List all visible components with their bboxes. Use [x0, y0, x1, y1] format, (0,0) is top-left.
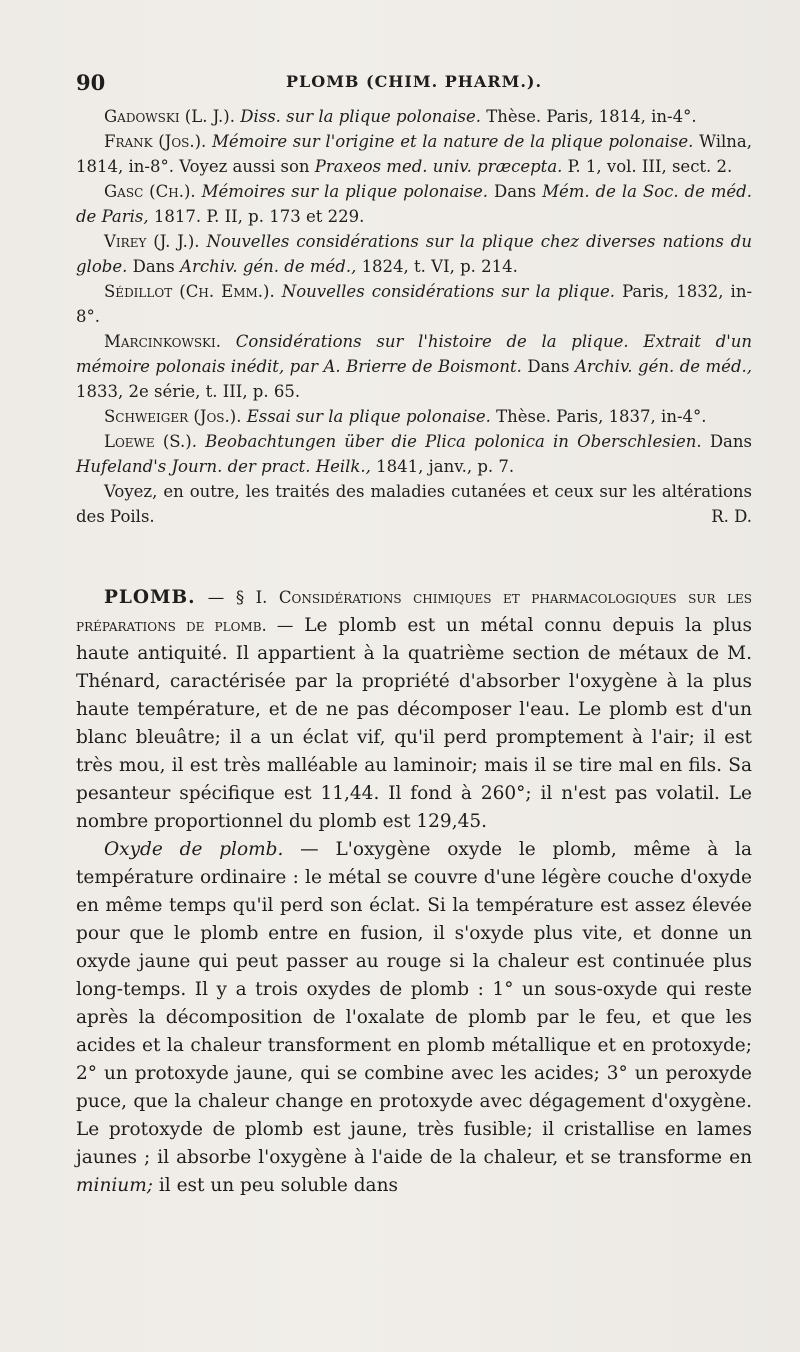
bibliography [76, 104, 752, 529]
bibliography-entry: Loewe (S.). Beobachtungen über die Plica polonica in Oberschlesien. Dans Hufeland's Journ. der pract. Heilk., 1841, janv., p. 7. [76, 432, 752, 476]
article-paragraph: Oxyde de plomb. — L'oxygène oxyde le plomb, même à la température ordinaire : le métal se couvre d'une légère couche d'oxyde en même temps qu'il perd son éclat. Si la température est assez élevée pour que le plomb entre en fusion, il s'oxyde plus vite, et donne un oxyde jaune qui peut passer au rouge si la chaleur est continuée plus long-temps. Il y a trois oxydes de plomb : 1° un sous-oxyde qui reste après la décomposition de l'oxalate de plomb par le feu, et que les acides et la chaleur transforment en plomb métallique et en protoxyde; 2° un protoxyde jaune, qui se combine avec les acides; 3° un peroxyde puce, que la chaleur change en protoxyde avec dégagement d'oxygène. Le protoxyde de plomb est jaune, très fusible; il cristallise en lames jaunes ; il absorbe l'oxygène à l'aide de la chaleur, et se transforme en minium; il est un peu soluble dans [76, 839, 753, 1196]
headword: PLOMB. [104, 587, 196, 608]
page-header [76, 70, 752, 100]
page-number: 90 [76, 70, 106, 95]
article-plomb [76, 584, 752, 1200]
running-head: PLOMB (CHIM. PHARM.). [285, 72, 543, 91]
closing-note: Voyez, en outre, les traités des maladies cutanées et ceux sur les altérations des Poils. R. D. [76, 479, 752, 529]
bibliography-entry: Schweiger (Jos.). Essai sur la plique polonaise. Thèse. Paris, 1837, in-4°. [104, 407, 707, 426]
bibliography-entry: Gadowski (L. J.). Diss. sur la plique polonaise. Thèse. Paris, 1814, in-4°. [104, 107, 697, 126]
article-paragraph: PLOMB. — § I. Considérations chimiques et pharmacologiques sur les préparations de plomb. — Le plomb est un métal connu depuis la plus haute antiquité. Il appartient à la quatrième section de métaux de M. Thénard, caractérisée par la propriété d'absorber l'oxygène à la plus haute température, et de ne pas décomposer l'eau. Le plomb est d'un blanc bleuâtre; il a un éclat vif, qu'il perd promptement à l'air; il est très mou, il est très malléable au laminoir; mais il se tire mal en fils. Sa pesanteur spécifique est 11,44. Il fond à 260°; il n'est pas volatil. Le nombre proportionnel du plomb est 129,45. [76, 587, 752, 832]
bibliography-entry: Marcinkowski. Considérations sur l'histoire de la plique. Extrait d'un mémoire polonais inédit, par A. Brierre de Boismont. Dans Archiv. gén. de méd., 1833, 2e série, t. III, p. 65. [76, 332, 752, 401]
bibliography-entry: Virey (J. J.). Nouvelles considérations sur la plique chez diverses nations du globe. Dans Archiv. gén. de méd., 1824, t. VI, p. 214. [76, 232, 752, 276]
bibliography-entry: Sédillot (Ch. Emm.). Nouvelles considérations sur la plique. Paris, 1832, in-8°. [76, 282, 753, 326]
author-signature: R. D. [711, 507, 752, 526]
section-heading: — § I. Considérations chimiques et pharmacologiques sur les préparations de plomb. — [76, 588, 752, 635]
bibliography-entry: Frank (Jos.). Mémoire sur l'origine et la nature de la plique polonaise. Wilna, 1814, in-8°. Voyez aussi son Praxeos med. univ. præcepta. P. 1, vol. III, sect. 2. [76, 132, 752, 176]
subheading: Oxyde de plomb. [104, 839, 284, 860]
bibliography-entry: Gasc (Ch.). Mémoires sur la plique polonaise. Dans Mém. de la Soc. de méd. de Paris, 1817. P. II, p. 173 et 229. [76, 182, 752, 226]
